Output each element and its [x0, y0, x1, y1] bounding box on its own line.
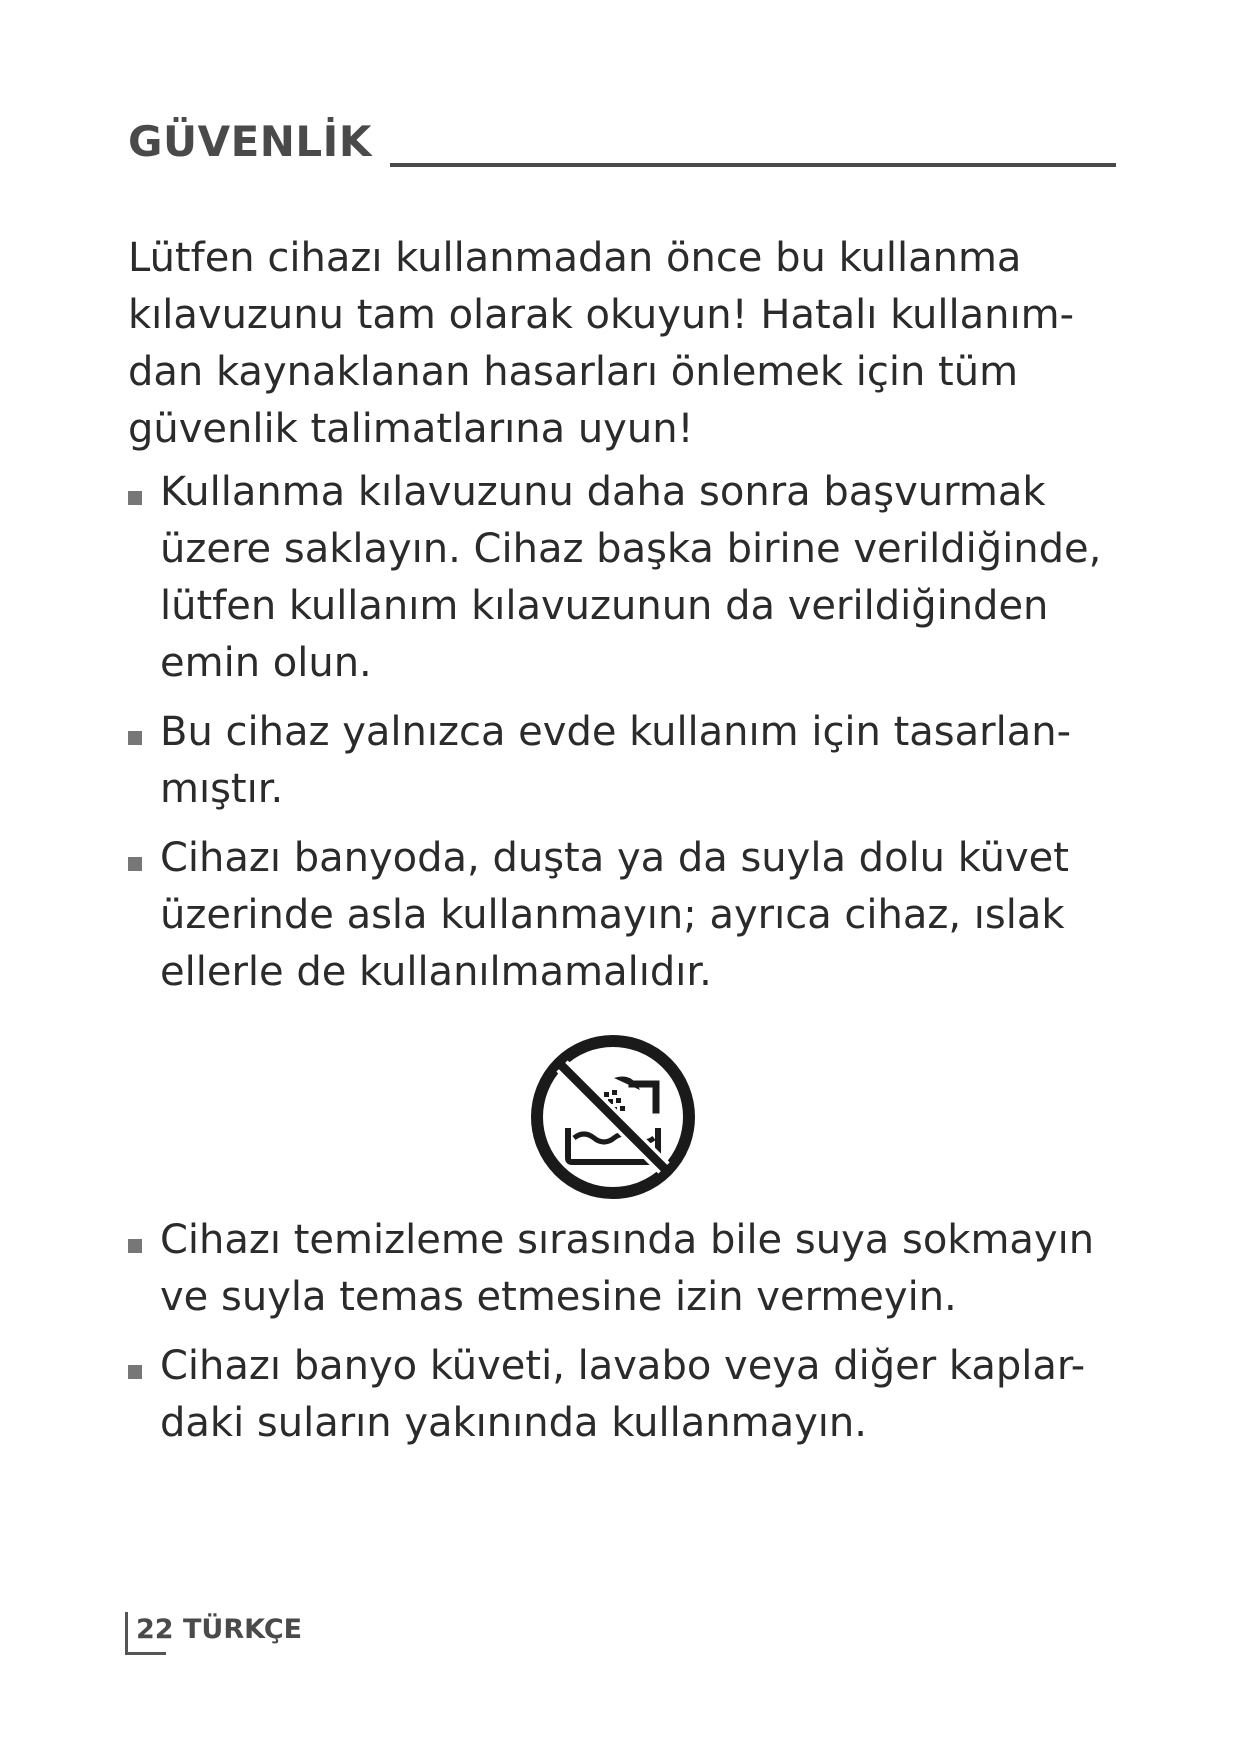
bullet-line: üzere saklayın. Cihaz başka birine verildiğinde, — [160, 526, 1102, 572]
bullet-line: Kullanma kılavuzunu daha sonra başvurmak — [160, 469, 1046, 515]
square-bullet-icon — [128, 1239, 142, 1253]
bullet-line: daki suların yakınında kullanmayın. — [160, 1400, 867, 1446]
square-bullet-icon — [128, 857, 142, 871]
bullet-line: ellerle de kullanılmamalıdır. — [160, 949, 712, 995]
intro-line: dan kaynaklanan hasarları önlemek için tüm — [128, 349, 1019, 395]
bullet-line: Cihazı banyoda, duşta ya da suyla dolu küvet — [160, 835, 1069, 881]
square-bullet-icon — [128, 491, 142, 505]
bullet-line: ve suyla temas etmesine izin vermeyin. — [160, 1274, 957, 1320]
language-label: TÜRKÇE — [182, 1614, 303, 1645]
intro-line: güvenlik talimatlarına uyun! — [128, 406, 694, 452]
bullet-line: Cihazı banyo küveti, lavabo veya diğer kaplar- — [160, 1343, 1086, 1389]
square-bullet-icon — [128, 1365, 142, 1379]
page-number: 22 — [136, 1614, 174, 1645]
bullet-item — [128, 704, 1128, 818]
footer-label — [136, 1613, 302, 1647]
bullet-line: üzerinde asla kullanmayın; ayrıca cihaz, ıslak — [160, 892, 1065, 938]
bullet-item — [128, 830, 1128, 1001]
header-rule — [390, 163, 1116, 167]
section-header — [128, 112, 1118, 172]
square-bullet-icon — [128, 731, 142, 745]
safety-content-continued — [128, 1212, 1128, 1464]
no-bath-shower-icon — [528, 1032, 698, 1202]
page-title: GÜVENLİK — [128, 117, 372, 166]
bullet-item — [128, 1338, 1128, 1452]
bullet-item — [128, 464, 1128, 692]
bullet-line: Cihazı temizleme sırasında bile suya sokmayın — [160, 1217, 1095, 1263]
bullet-line: lütfen kullanım kılavuzunun da verildiğinden — [160, 583, 1049, 629]
intro-paragraph — [128, 230, 1128, 458]
bullet-line: Bu cihaz yalnızca evde kullanım için tasarlan- — [160, 709, 1072, 755]
intro-line: Lütfen cihazı kullanmadan önce bu kullanma — [128, 235, 1022, 281]
safety-content — [128, 230, 1128, 1013]
intro-line: kılavuzunu tam olarak okuyun! Hatalı kullanım- — [128, 292, 1074, 338]
bullet-line: emin olun. — [160, 640, 372, 686]
bullet-item — [128, 1212, 1128, 1326]
bullet-line: mıştır. — [160, 766, 284, 812]
